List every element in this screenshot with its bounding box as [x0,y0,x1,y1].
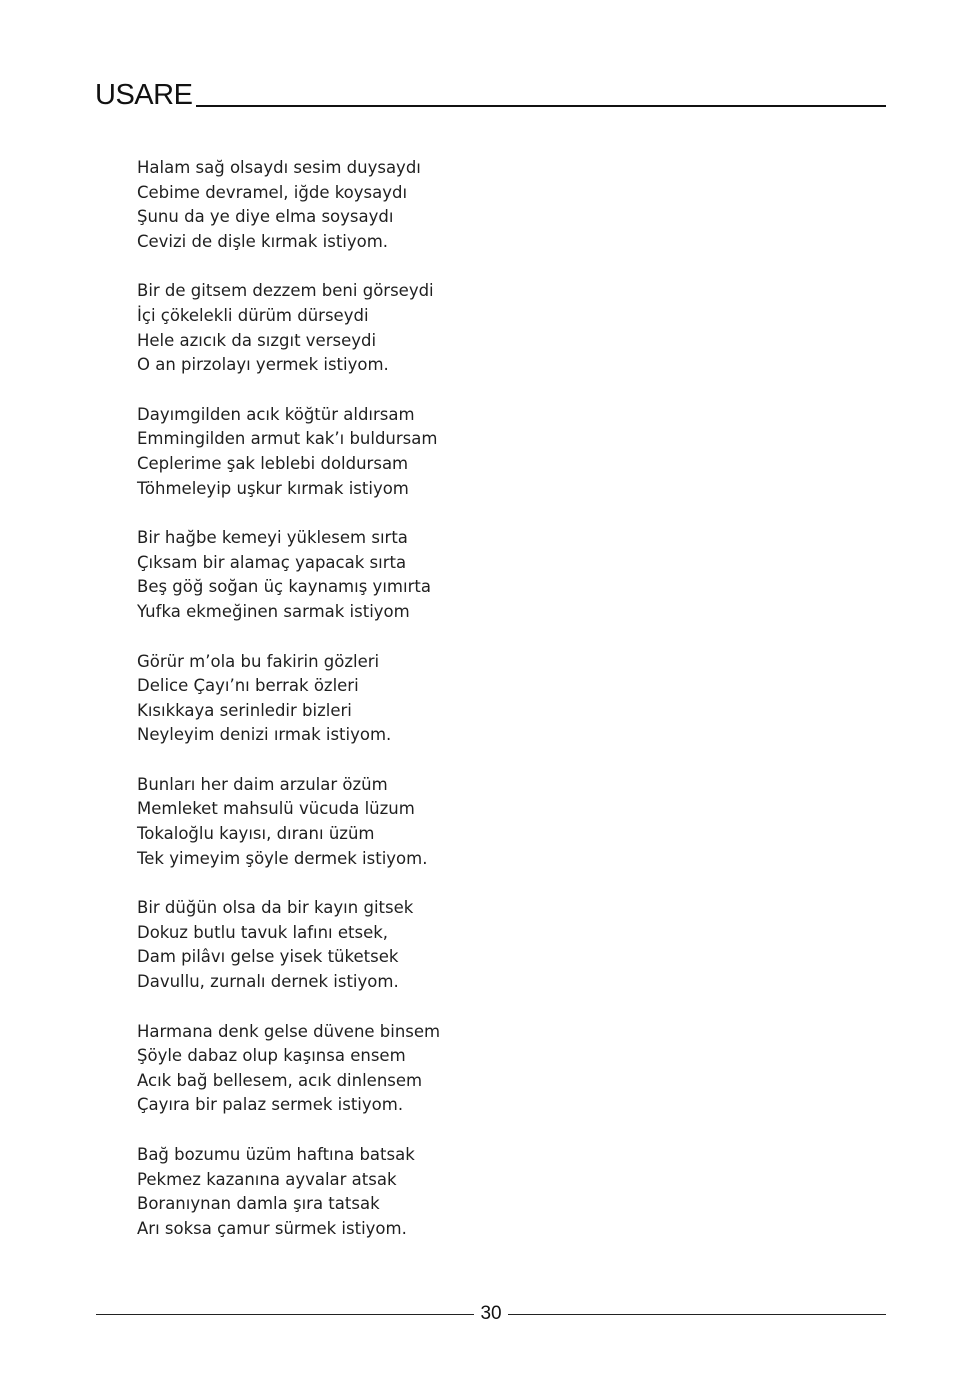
poem-line: Acık bağ bellesem, acık dinlensem [137,1070,423,1090]
poem-stanza [137,773,637,871]
poem-line: Hele azıcık da sızgıt verseydi [137,330,377,350]
page-footer [96,1302,886,1326]
poem-stanza [137,403,637,501]
page-number: 30 [480,1303,502,1324]
poem-line: Bir hağbe kemeyi yüklesem sırta [137,528,408,548]
poem-stanza [137,526,637,624]
poem-line: Emmingilden armut kak’ı buldursam [137,429,438,449]
poem-line: Beş göğ soğan üç kaynamış yımırta [137,577,431,597]
poem-line: Çıksam bir alamaç yapacak sırta [137,552,407,572]
poem-stanza [137,650,637,748]
poem-line: Şunu da ye diye elma soysaydı [137,207,394,227]
poem-line: Şöyle dabaz olup kaşınsa ensem [137,1046,406,1066]
poem-stanza [137,1020,637,1118]
page-header [95,80,886,110]
poem-stanza [137,896,637,994]
poem-stanza [137,156,637,254]
poem-line: Dokuz butlu tavuk lafını etsek, [137,922,389,942]
poem-line: Bir de gitsem dezzem beni görseydi [137,281,434,301]
poem-line: Tek yimeyim şöyle dermek istiyom. [137,848,428,868]
poem-line: Pekmez kazanına ayvalar atsak [137,1169,397,1189]
poem-line: Töhmeleyip uşkur kırmak istiyom [137,478,409,498]
poem [137,156,637,1266]
poem-line: Çayıra bir palaz sermek istiyom. [137,1095,404,1115]
poem-line: Bunları her daim arzular özüm [137,774,388,794]
poem-line: Yufka ekmeğinen sarmak istiyom [137,601,410,621]
poem-line: Dam pilâvı gelse yisek tüketsek [137,947,399,967]
poem-line: Ceplerime şak leblebi doldursam [137,453,409,473]
poem-line: Harmana denk gelse düvene binsem [137,1021,441,1041]
poem-line: Boranıynan damla şıra tatsak [137,1194,380,1214]
header-rule [196,105,886,107]
poem-line: Neyleyim denizi ırmak istiyom. [137,725,392,745]
poem-stanza [137,1143,637,1241]
poem-line: Kısıkkaya serinledir bizleri [137,700,352,720]
poem-line: O an pirzolayı yermek istiyom. [137,355,389,375]
poem-stanza [137,279,637,377]
poem-line: Halam sağ olsaydı sesim duysaydı [137,158,421,177]
poem-line: Bağ bozumu üzüm haftına batsak [137,1145,415,1164]
poem-line: Bir düğün olsa da bir kayın gitsek [137,898,414,918]
poem-line: Görür m’ola bu fakirin gözleri [137,651,380,671]
poem-line: Dayımgilden acık köğtür aldırsam [137,404,415,424]
poem-line: Davullu, zurnalı dernek istiyom. [137,972,399,992]
poem-line: Arı soksa çamur sürmek istiyom. [137,1218,407,1238]
poem-line: Cebime devramel, iğde koysaydı [137,182,408,202]
poem-line: Tokaloğlu kayısı, dıranı üzüm [137,824,375,844]
poem-line: Delice Çayı’nı berrak özleri [137,676,359,696]
header-title: USARE [95,79,193,111]
poem-line: Cevizi de dişle kırmak istiyom. [137,231,389,251]
footer-rule-left [96,1314,474,1315]
footer-rule-right [508,1314,886,1315]
poem-line: Memleket mahsulü vücuda lüzum [137,799,415,819]
poem-line: İçi çökelekli dürüm dürseydi [137,305,369,325]
